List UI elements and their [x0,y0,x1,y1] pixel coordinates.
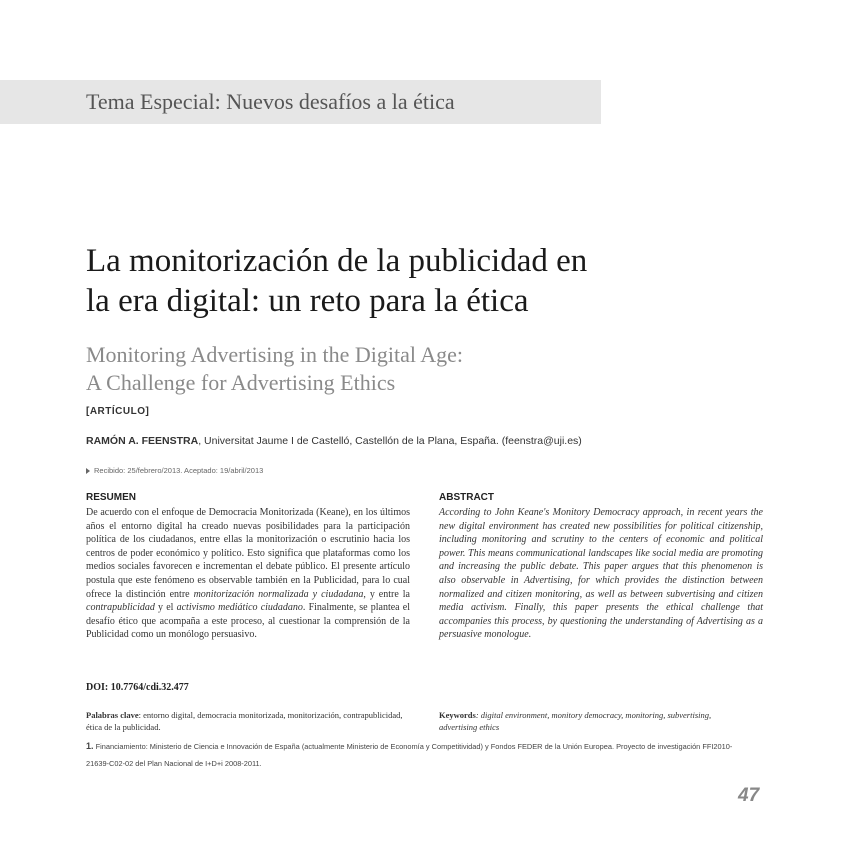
keywords-es-label: Palabras clave [86,710,139,720]
subtitle-line-1: Monitoring Advertising in the Digital Age: [86,342,464,367]
resumen-heading: RESUMEN [86,492,137,503]
resumen-text-4: . Finalmente, se plantea el desafío ético que acompaña a este proceso, al cuestionar la comprensión de la Publicidad como un monólogo persuasivo. [86,602,410,641]
resumen-text-2: , y entre la [363,588,410,600]
section-topic: Nuevos desafíos a la ética [226,89,455,114]
keywords-en [439,710,749,733]
author-name: RAMÓN A. FEENSTRA [86,435,199,447]
footnote-number: 1. [86,741,94,751]
section-header-band [0,80,601,124]
page-number: 47 [738,785,760,806]
article-type: [ARTÍCULO] [86,406,150,417]
section-label: Tema Especial: [86,89,221,114]
footnote-label: Financiamiento: [95,742,148,751]
doi-link[interactable]: DOI: 10.7764/cdi.32.477 [86,682,189,693]
keywords-es [86,710,416,733]
resumen-text-3: y el [154,602,177,614]
article-title [86,241,726,321]
article-subtitle [86,341,726,397]
resumen-body [86,506,410,642]
footnote-text: Ministerio de Ciencia e Innovación de España (actualmente Ministerio de Economía y Competitividad) y Fondos FEDER de la Unión Europea. Proyecto de investigación FFI2010-21639-C02-02 del Plan Nacional de I+D+i 2008-2011. [86,742,733,768]
keywords-en-values: : digital environment, monitory democracy, monitoring, subvertising, advertising ethics [439,710,712,732]
received-accepted-dates [86,466,263,475]
subtitle-line-2: A Challenge for Advertising Ethics [86,370,396,395]
keywords-en-label: Keywords [439,710,476,720]
title-line-1: La monitorización de la publicidad en [86,243,588,279]
abstract-body: According to John Keane's Monitory Democracy approach, in recent years the new digital environment has created new possibilities for political citizenship, including monitoring and scrutiny to the centers of economic and political power. This means communicational landscapes like social media are promoting and increasing the public debate. This paper argues that this phenomenon is also observable in Advertising, for which provides the distinction between normalized and citizen monitoring, as well as between subvertising and citizen media activism. Finally, this paper presents the ethical challenge that accompanies this process, by questioning the understanding of Advertising as a persuasive monologue. [439,507,763,641]
abstract-heading: ABSTRACT [439,492,494,503]
resumen-emphasis-3: activismo mediático ciudadano [176,602,303,614]
author-line [86,435,582,447]
author-affiliation: , Universitat Jaume I de Castelló, Castellón de la Plana, España. (feenstra@uji.es) [198,435,582,447]
section-header [86,89,455,115]
dates-text: Recibido: 25/febrero/2013. Aceptado: 19/abril/2013 [94,466,264,475]
resumen-emphasis-2: contrapublicidad [86,602,155,614]
triangle-right-icon [86,468,90,474]
resumen-text-1: De acuerdo con el enfoque de Democracia Monitorizada (Keane), en los últimos años el entorno digital ha creado nuevas posibilidades para la participación política de los ciudadanos, entre ellas la monitorización o escrutinio hacia los centros de poder económico y político. Esto significa que plataformas como los medios sociales favorecen e incrementan el debate público. El presente artículo postula que este fenómeno es observable también en la Publicidad, para lo cual ofrece la distinción entre [86,507,410,600]
keywords-es-values: : entorno digital, democracia monitorizada, monitorización, contrapublicidad, ética de la publicidad. [86,710,403,732]
title-line-2: la era digital: un reto para la ética [86,283,529,319]
footnote [86,738,736,772]
resumen-emphasis-1: monitorización normalizada y ciudadana [193,588,364,600]
